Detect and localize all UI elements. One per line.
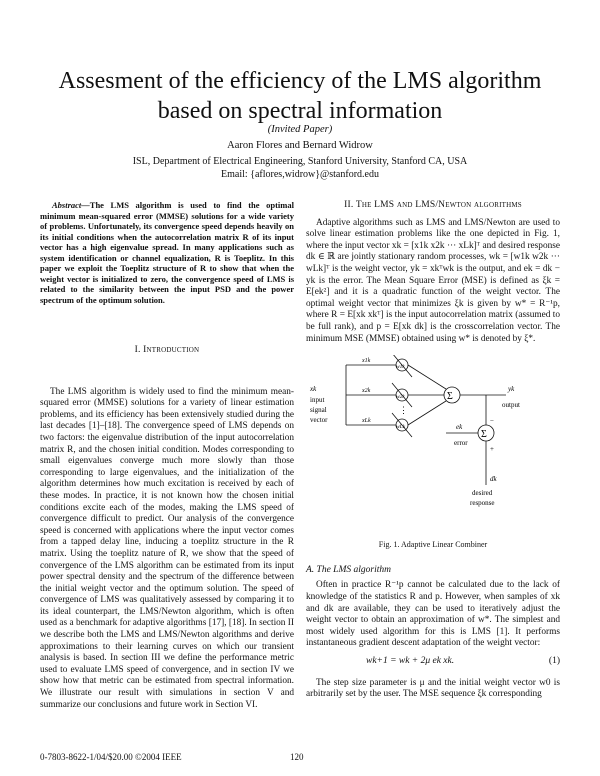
authors: Aaron Flores and Bernard Widrow — [227, 140, 373, 151]
right-column — [306, 200, 560, 701]
label-xk: xk — [310, 385, 317, 394]
label-minus: − — [490, 417, 494, 426]
label-signal: signal — [310, 406, 327, 415]
equation-1 — [306, 656, 560, 672]
label-x1k: x1k — [362, 358, 371, 365]
abstract-text: The LMS algorithm is used to find the optimal minimum mean-squared error (MMSE) solutions for a wide variety of problems. Unfortunately, its convergence speed depends heavily on its initial conditions when the autocorrelation matrix R of its input vector has a high eigenvalue spread. In many applications such as system identification or channel equalization, R is Toeplitz. In this paper we exploit the Toeplitz structure of R to show that when the weight vector is initialized to zero, the convergence speed of LMS is related to the similarity between the input PSD and the power spectrum of the optimum solution. — [40, 200, 294, 305]
page-number: 120 — [290, 752, 304, 762]
label-yk: yk — [508, 385, 515, 394]
label-sigma-1: Σ — [447, 391, 453, 403]
subsection-text-2: The step size parameter is μ and the initial weight vector w0 is arbitrarily set by the user. The MSE sequence ξk corresponding — [306, 677, 560, 700]
equation-number: (1) — [548, 655, 560, 666]
label-desired: desired — [472, 489, 493, 498]
footer-copyright: 0-7803-8622-1/04/$20.00 ©2004 IEEE — [40, 752, 182, 762]
block-diagram — [306, 355, 560, 535]
label-input: input — [310, 396, 325, 405]
label-ek: ek — [456, 423, 463, 432]
left-column — [40, 200, 294, 711]
label-error: error — [454, 439, 468, 448]
paper-subtitle: (Invited Paper) — [267, 124, 333, 135]
label-output: output — [502, 401, 520, 410]
section2-text: Adaptive algorithms such as LMS and LMS/Newton are used to solve linear estimation problems like the one depicted in Fig. 1, where the input vector xk = [x1k x2k ··· xLk]ᵀ and desired response dk ∈ ℝ are jointly stationary random processes, wk = [w1k w2k ··· wLk]ᵀ is the weight vector, yk = xkᵀwk is the output, and ek = dk − yk is the error. The Mean Square Error (MSE) is defined as ξk = E[ek²] and it is a quadratic function of the weight vector. The optimal weight vector that minimizes ξk is given by w* = R⁻¹p, where R = E[xk xkᵀ] is the input autocorrelation matrix (assumed to be full rank), and p = E[xk dk] is the crosscorrelation vector. The minimum MSE (MMSE) obtained using w* is denoted by ξ*. — [306, 217, 560, 344]
email: Email: {aflores,widrow}@stanford.edu — [221, 169, 379, 180]
label-w2k: w2k — [396, 394, 405, 401]
label-wLk: wLk — [396, 424, 406, 431]
label-dk: dk — [490, 475, 497, 484]
label-dots: ⋮ — [399, 405, 408, 416]
abstract — [40, 200, 294, 305]
figure-caption: Fig. 1. Adaptive Linear Combiner — [378, 540, 488, 550]
label-response: response — [470, 499, 495, 508]
label-plus: + — [490, 445, 494, 454]
label-vector: vector — [310, 416, 328, 425]
label-sigma-2: Σ — [481, 429, 487, 441]
subsection-heading-lms-algorithm: A. The LMS algorithm — [306, 564, 391, 575]
equation-body: wk+1 = wk + 2μ ek xk. — [366, 655, 455, 666]
section-heading-lms: II. The LMS and LMS/Newton algorithms — [344, 200, 522, 210]
section-heading-introduction: I. Introduction — [134, 345, 200, 355]
page-title: Assesment of the efficiency of the LMS algorithm based on spectral information — [58, 68, 542, 124]
abstract-lead: Abstract— — [52, 200, 90, 210]
subsection-text-1: Often in practice R⁻¹p cannot be calculated due to the lack of knowledge of the statistics R and p. However, when samples of xk and dk are available, they can be used to iteratively adjust the weight vector to obtain an approximation of w*. The simplest and most widely used algorithm for this is LMS [1]. It performs instantaneous gradient descent adaptation of the weight vector: — [306, 580, 560, 649]
introduction-text: The LMS algorithm is widely used to find the minimum mean-squared error (MMSE) solutions for a variety of linear estimation problems, and its efficiency has been extensively studied during the last decades [1]–[18]. The convergence speed of LMS depends on two factors: the eigenvalue distribution of the input autocorrelation matrix R, and the chosen initial condition. Modes corresponding to small eigenvalues converge much more slowly than those corresponding to large eigenvalues, and the initialization of the algorithm determines how much excitation is received by each of these modes. In practice, it is not known how the chosen initial conditions excite each of the modes, making the LMS speed of convergence difficult to predict. Our analysis of the convergence speed is concerned with applications where the input vector comes from a tapped delay line, inducing a toeplitz structure in the R matrix. Using the toeplitz nature of R, we show that the speed of convergence of the LMS algorithm can be estimated from its input power spectral density and the spectrum of the difference between the initial weight vector and the optimum solution. The speed of convergence of LMS was qualitatively assessed by comparing it to its ideal counterpart, the LMS/Newton algorithm, which is often used as a benchmark for adaptive algorithms [17], [18]. In section II we describe both the LMS and LMS/Newton algorithms and derive approximations to their learning curves on which our transient analysis is based. In section III we define the performance metric used to evaluate LMS speed of convergence, and in section IV we show how that metric can be estimated from spectral information. We illustrate our result with simulations in section V and summarize our conclusions and future work in Section VI. — [40, 386, 294, 710]
label-xLk: xLk — [362, 418, 371, 425]
affiliation: ISL, Department of Electrical Engineering, Stanford University, Stanford CA, USA — [132, 156, 468, 167]
label-w1k: w1k — [396, 364, 405, 371]
label-x2k: x2k — [362, 388, 371, 395]
figure-adaptive-linear-combiner — [306, 355, 560, 535]
